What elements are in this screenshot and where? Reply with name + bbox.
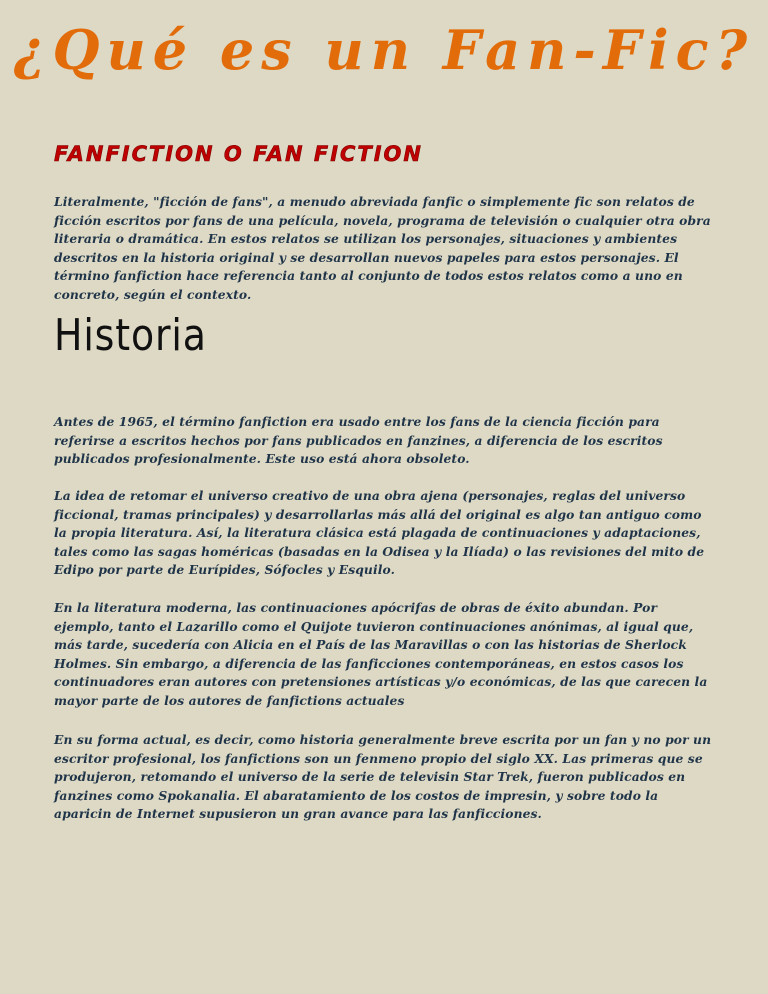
- history-paragraph-3: En la literatura moderna, las continuaciones apócrifas de obras de éxito abundan. Por ejemplo, tanto el Lazarillo como el Quijote tuvieron continuaciones anónimas, al igual que, más tarde, sucedería con Alicia en el País de las Maravillas o con las historias de Sherlock Holmes. Sin embargo, a diferencia de las fanficciones contemporáneas, en estos casos los continuadores eran autores con pretensiones artísticas y/o económicas, de las que carecen la mayor parte de los autores de fanfictions actuales: [54, 600, 708, 708]
- intro-paragraph: Literalmente, "ficción de fans", a menudo abreviada fanfic o simplemente fic son relatos de ficción escritos por fans de una película, novela, programa de televisión o cualquier otra obra literaria o dramática. En estos relatos se utilizan los personajes, situaciones y ambientes descritos en la historia original y se desarrollan nuevos papeles para estos personajes. El término fanfiction hace referencia tanto al conjunto de todos estos relatos como a uno en concreto, según el contexto.: [54, 194, 711, 302]
- history-paragraph-4: En su forma actual, es decir, como historia generalmente breve escrita por un fan y no por un escritor profesional, los fanfictions son un fenmeno propio del siglo XX. Las primeras que se produjeron, retomando el universo de la serie de televisin Star Trek, fueron publicados en fanzines como Spokanalia. El abaratamiento de los costos de impresin, y sobre todo la aparicin de Internet supusieron un gran avance para las fanficciones.: [54, 732, 712, 822]
- history-paragraph-2: La idea de retomar el universo creativo de una obra ajena (personajes, reglas del universo ficcional, tramas principales) y desarrollarlas más allá del original es algo tan antiguo como la propia literatura. Así, la literatura clásica está plagada de continuaciones y adaptaciones, tales como las sagas homéricas (basadas en la Odisea y la Ilíada) o las revisiones del mito de Edipo por parte de Eurípides, Sófocles y Esquilo.: [54, 488, 705, 578]
- history-paragraph-1: Antes de 1965, el término fanfiction era usado entre los fans de la ciencia ficción para referirse a escritos hechos por fans publicados en fanzines, a diferencia de los escritos publicados profesionalmente. Este uso está ahora obsoleto.: [54, 414, 663, 467]
- history-heading: Historia: [54, 310, 207, 361]
- section-subtitle: FANFICTION O FAN FICTION: [54, 142, 423, 166]
- page-title: ¿Qué es un Fan-Fic?: [13, 18, 755, 82]
